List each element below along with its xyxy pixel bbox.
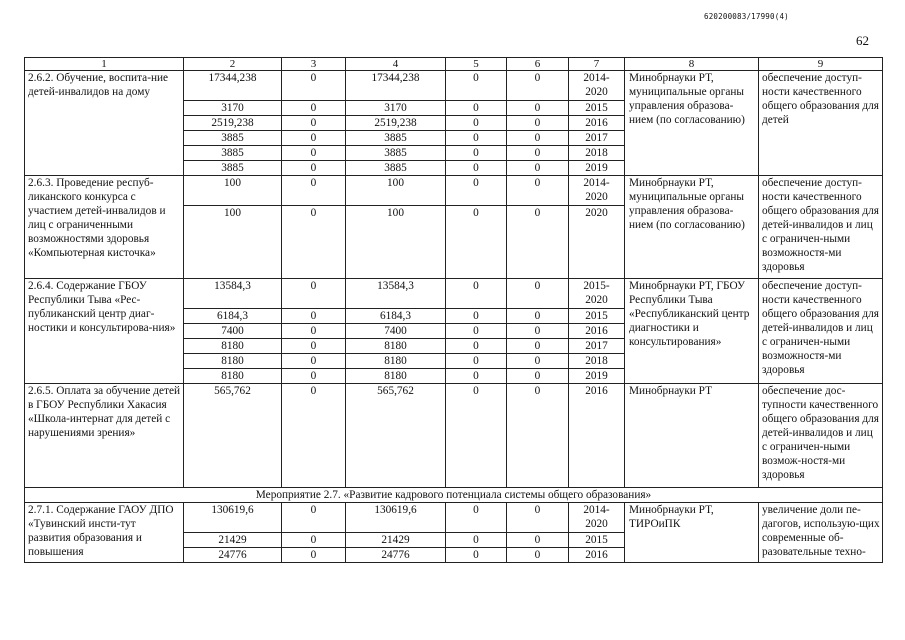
section-row (25, 488, 883, 503)
total-cell: 13584,3 (184, 279, 282, 309)
year-cell: 2018 (569, 354, 625, 369)
value-cell: 0 (446, 324, 507, 339)
total-cell: 24776 (184, 548, 282, 563)
value-cell: 0 (446, 176, 507, 206)
value-cell: 0 (282, 339, 346, 354)
value-cell: 0 (507, 206, 569, 279)
value-cell: 0 (507, 309, 569, 324)
value-cell: 0 (507, 339, 569, 354)
total-cell: 100 (184, 206, 282, 279)
value-cell: 3885 (346, 131, 446, 146)
executor-cell: Минобрнауки РТ, муниципальные органы управления образова-нием (по согласованию) (625, 71, 759, 176)
column-number: 8 (625, 58, 759, 71)
value-cell: 0 (282, 131, 346, 146)
executor-cell: Минобрнауки РТ (625, 384, 759, 488)
value-cell: 0 (446, 339, 507, 354)
value-cell: 565,762 (346, 384, 446, 488)
executor-cell: Минобрнауки РТ, ТИРОиПК (625, 503, 759, 563)
value-cell: 0 (446, 384, 507, 488)
value-cell: 0 (507, 369, 569, 384)
value-cell: 13584,3 (346, 279, 446, 309)
value-cell: 0 (507, 548, 569, 563)
column-number: 9 (759, 58, 883, 71)
value-cell: 0 (446, 101, 507, 116)
value-cell: 0 (507, 101, 569, 116)
value-cell: 0 (282, 176, 346, 206)
year-cell: 2016 (569, 116, 625, 131)
section-title: Мероприятие 2.7. «Развитие кадрового потенциала системы общего образования» (25, 488, 883, 503)
value-cell: 8180 (346, 339, 446, 354)
result-cell: увеличение доли пе-дагогов, использую-щих современные об-разовательные техно- (759, 503, 883, 563)
value-cell: 0 (446, 146, 507, 161)
year-range-end: 2020 (585, 294, 608, 306)
value-cell: 0 (282, 206, 346, 279)
value-cell: 0 (507, 71, 569, 101)
result-cell: обеспечение дос-тупности качественного общего образования для детей-инвалидов и лиц с ограничен-ными возмож-ностя-ми здоровья (759, 384, 883, 488)
value-cell: 0 (507, 533, 569, 548)
year-range-end: 2020 (585, 191, 608, 203)
result-cell: обеспечение доступ-ности качественного общего образования для детей-инвалидов и лиц с ограничен-ными возможностя-ми здоровья (759, 279, 883, 384)
year-cell: 2016 (569, 324, 625, 339)
value-cell: 0 (507, 146, 569, 161)
total-cell: 3170 (184, 101, 282, 116)
column-number: 2 (184, 58, 282, 71)
value-cell: 7400 (346, 324, 446, 339)
value-cell: 2519,238 (346, 116, 446, 131)
column-number: 5 (446, 58, 507, 71)
year-range-cell (569, 176, 625, 206)
page-number: 62 (856, 33, 869, 48)
total-cell: 100 (184, 176, 282, 206)
value-cell: 0 (282, 146, 346, 161)
value-cell: 0 (282, 548, 346, 563)
total-cell: 2519,238 (184, 116, 282, 131)
total-cell: 3885 (184, 161, 282, 176)
year-cell: 2016 (569, 384, 625, 488)
value-cell: 0 (446, 71, 507, 101)
column-number: 6 (507, 58, 569, 71)
total-cell: 130619,6 (184, 503, 282, 533)
value-cell: 0 (446, 533, 507, 548)
value-cell: 0 (446, 548, 507, 563)
value-cell: 0 (507, 279, 569, 309)
value-cell: 24776 (346, 548, 446, 563)
value-cell: 0 (507, 324, 569, 339)
table-row (25, 176, 883, 206)
value-cell: 0 (282, 71, 346, 101)
value-cell: 0 (282, 384, 346, 488)
column-number: 4 (346, 58, 446, 71)
year-range-cell (569, 71, 625, 101)
value-cell: 0 (507, 354, 569, 369)
value-cell: 0 (282, 369, 346, 384)
value-cell: 3885 (346, 161, 446, 176)
year-range-start: 2015- (583, 280, 610, 292)
table-row (25, 384, 883, 488)
total-cell: 3885 (184, 131, 282, 146)
total-cell: 17344,238 (184, 71, 282, 101)
executor-cell: Минобрнауки РТ, ГБОУ Республики Тыва «Республиканский центр диагностики и консультирования» (625, 279, 759, 384)
value-cell: 0 (507, 384, 569, 488)
value-cell: 0 (507, 131, 569, 146)
value-cell: 0 (446, 279, 507, 309)
value-cell: 100 (346, 206, 446, 279)
value-cell: 6184,3 (346, 309, 446, 324)
year-cell: 2019 (569, 369, 625, 384)
year-range-end: 2020 (585, 86, 608, 98)
value-cell: 8180 (346, 369, 446, 384)
year-range-start: 2014- (583, 72, 610, 84)
value-cell: 0 (446, 354, 507, 369)
value-cell: 0 (282, 161, 346, 176)
value-cell: 0 (446, 309, 507, 324)
year-range-cell (569, 279, 625, 309)
table-row (25, 503, 883, 533)
year-cell: 2015 (569, 533, 625, 548)
value-cell: 0 (282, 101, 346, 116)
value-cell: 0 (282, 503, 346, 533)
value-cell: 0 (446, 503, 507, 533)
column-number: 3 (282, 58, 346, 71)
value-cell: 0 (446, 116, 507, 131)
total-cell: 8180 (184, 339, 282, 354)
year-cell: 2015 (569, 101, 625, 116)
value-cell: 0 (507, 503, 569, 533)
activity-name: 2.6.5. Оплата за обучение детей в ГБОУ Республики Хакасия «Школа-интернат для детей с нарушениями зрения» (25, 384, 184, 488)
executor-cell: Минобрнауки РТ, муниципальные органы управления образова-нием (по согласованию) (625, 176, 759, 279)
value-cell: 0 (446, 369, 507, 384)
total-cell: 21429 (184, 533, 282, 548)
result-cell: обеспечение доступ-ности качественного общего образования для детей-инвалидов и лиц с ограничен-ными возможностя-ми здоровья (759, 176, 883, 279)
total-cell: 7400 (184, 324, 282, 339)
year-cell: 2015 (569, 309, 625, 324)
value-cell: 100 (346, 176, 446, 206)
year-range-end: 2020 (585, 518, 608, 530)
year-cell: 2017 (569, 131, 625, 146)
program-activities-table (24, 57, 883, 563)
value-cell: 0 (507, 176, 569, 206)
total-cell: 565,762 (184, 384, 282, 488)
year-cell: 2020 (569, 206, 625, 279)
total-cell: 3885 (184, 146, 282, 161)
activity-name: 2.6.3. Проведение респуб-ликанского конкурса с участием детей-инвалидов и лиц с ограниченными возможностями здоровья «Компьютерная кисточка» (25, 176, 184, 279)
table-row (25, 279, 883, 309)
table-row (25, 71, 883, 101)
column-number: 1 (25, 58, 184, 71)
value-cell: 0 (446, 161, 507, 176)
value-cell: 21429 (346, 533, 446, 548)
total-cell: 6184,3 (184, 309, 282, 324)
value-cell: 0 (446, 206, 507, 279)
value-cell: 0 (282, 354, 346, 369)
value-cell: 130619,6 (346, 503, 446, 533)
value-cell: 0 (446, 131, 507, 146)
value-cell: 0 (282, 533, 346, 548)
year-cell: 2019 (569, 161, 625, 176)
column-number: 7 (569, 58, 625, 71)
value-cell: 0 (507, 116, 569, 131)
activity-name: 2.7.1. Содержание ГАОУ ДПО «Тувинский инсти-тут развития образования и повышения (25, 503, 184, 563)
total-cell: 8180 (184, 369, 282, 384)
year-range-start: 2014- (583, 504, 610, 516)
document-id: 620200083/17990(4) (704, 12, 789, 21)
activity-name: 2.6.2. Обучение, воспита-ние детей-инвалидов на дому (25, 71, 184, 176)
value-cell: 0 (282, 309, 346, 324)
value-cell: 17344,238 (346, 71, 446, 101)
value-cell: 3885 (346, 146, 446, 161)
value-cell: 8180 (346, 354, 446, 369)
value-cell: 3170 (346, 101, 446, 116)
year-cell: 2016 (569, 548, 625, 563)
year-range-cell (569, 503, 625, 533)
value-cell: 0 (507, 161, 569, 176)
value-cell: 0 (282, 324, 346, 339)
value-cell: 0 (282, 279, 346, 309)
column-number-row (25, 58, 883, 71)
result-cell: обеспечение доступ-ности качественного общего образования для детей (759, 71, 883, 176)
activity-name: 2.6.4. Содержание ГБОУ Республики Тыва «Рес-публиканский центр диаг-ностики и консультирова-ния» (25, 279, 184, 384)
year-cell: 2018 (569, 146, 625, 161)
year-range-start: 2014- (583, 177, 610, 189)
total-cell: 8180 (184, 354, 282, 369)
year-cell: 2017 (569, 339, 625, 354)
value-cell: 0 (282, 116, 346, 131)
